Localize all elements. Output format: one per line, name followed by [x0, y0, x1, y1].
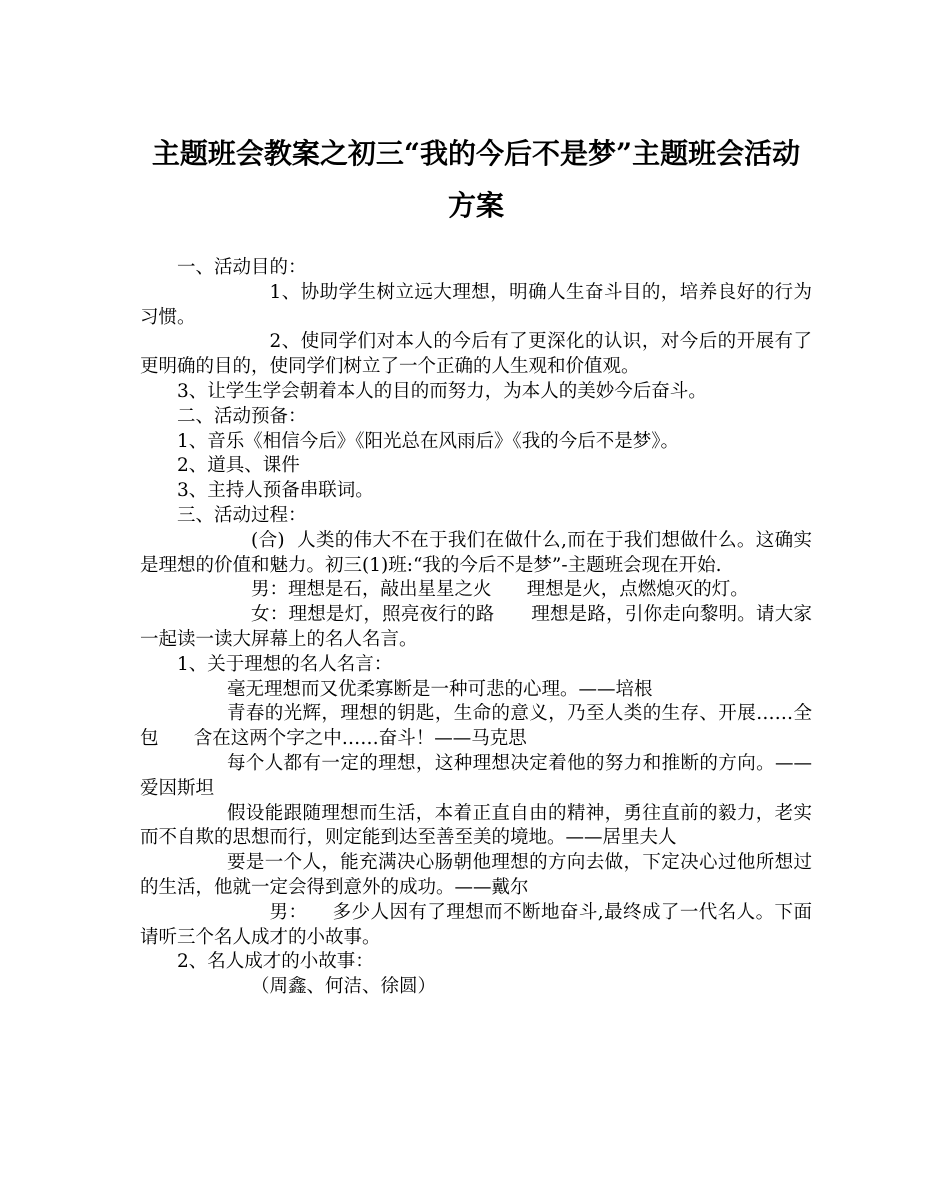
paragraph: 2、道具、课件 — [177, 455, 300, 477]
paragraph: （周鑫、何洁、徐圆） — [251, 976, 437, 998]
paragraph: (合) 人类的伟大不在于我们在做什么,而在于我们想做什么。这确实是理想的价值和魅力。初三(1)班:“我的今后不是梦”-主题班会现在开始. — [140, 529, 812, 576]
paragraph: 二、活动预备： — [177, 405, 307, 427]
paragraph: 3、主持人预备串联词。 — [177, 480, 374, 502]
paragraph: 1、协助学生树立远大理想，明确人生奋斗目的，培养良好的行为习惯。 — [140, 281, 812, 328]
paragraph: 2、名人成才的小故事： — [177, 951, 374, 973]
paragraph: 1、关于理想的名人名言： — [177, 653, 393, 675]
document-title: 主题班会教案之初三“我的今后不是梦”主题班会活动方案 — [151, 137, 801, 222]
paragraph: 一、活动目的： — [177, 257, 307, 278]
paragraph: 女：理想是灯，照亮夜行的路 理想是路，引你走向黎明。请大家一起读一读大屏幕上的名人名言。 — [140, 604, 812, 650]
paragraph: 1、音乐《相信今后》《阳光总在风雨后》《我的今后不是梦》。 — [177, 430, 680, 452]
paragraph: 毫无理想而又优柔寡断是一种可悲的心理。——培根 — [226, 678, 653, 700]
document-body — [140, 256, 812, 1000]
paragraph: 假设能跟随理想而生活，本着正直自由的精神，勇往直前的毅力，老实而不自欺的思想而行，则定能到达至善至美的境地。——居里夫人 — [140, 802, 812, 849]
paragraph: 2、使同学们对本人的今后有了更深化的认识，对今后的开展有了更明确的目的，使同学们树立了一个正确的人生观和价值观。 — [140, 331, 812, 378]
paragraph: 男： 多少人因有了理想而不断地奋斗,最终成了一代名人。下面请听三个名人成才的小故事。 — [140, 901, 812, 948]
paragraph: 青春的光辉，理想的钥匙，生命的意义，乃至人类的生存、开展……全包 含在这两个字之中……奋斗！——马克思 — [140, 703, 812, 750]
paragraph: 3、让学生学会朝着本人的目的而努力，为本人的美妙今后奋斗。 — [177, 380, 707, 402]
paragraph: 男：理想是石，敲出星星之火 理想是火，点燃熄灭的灯。 — [251, 579, 749, 601]
paragraph: 每个人都有一定的理想，这种理想决定着他的努力和推断的方向。——爱因斯坦 — [140, 752, 812, 799]
paragraph: 三、活动过程： — [177, 504, 307, 526]
paragraph: 要是一个人，能充满决心肠朝他理想的方向去做，下定决心过他所想过的生活，他就一定会得到意外的成功。——戴尔 — [140, 852, 812, 898]
